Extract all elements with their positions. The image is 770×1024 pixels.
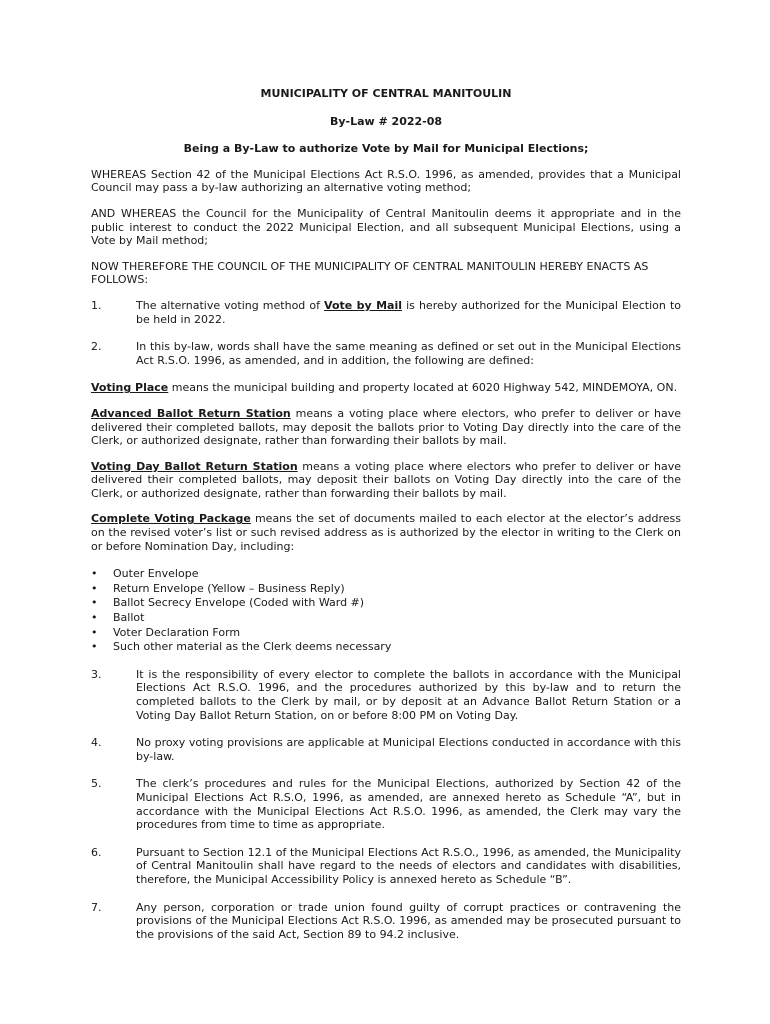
list-item: • Ballot: [91, 611, 145, 625]
definition-voting-place: [91, 381, 681, 395]
definition-text: means a voting place where electors who prefer to deliver or have delivered their completed ballots, may deposit their ballots on Voting Day directly into the care of the Clerk, or authorized designate, rather than forwarding their ballots by mail.: [91, 459, 681, 500]
list-item: • Ballot Secrecy Envelope (Coded with Ward #): [91, 596, 365, 610]
list-item: • Outer Envelope: [91, 567, 199, 581]
clause-6: [91, 846, 681, 887]
clause-number: 7.: [91, 900, 102, 914]
clause-body: Any person, corporation or trade union found guilty of corrupt practices or contravening the provisions of the Municipal Elections Act R.S.O. 1996, as amended may be prosecuted pursuant to the provisions of the said Act, Section 89 to 94.2 inclusive.: [136, 900, 681, 941]
bullet-icon: •: [91, 640, 98, 654]
clause-1: [91, 299, 681, 326]
definition-text: means a voting place where electors, who prefer to deliver or have delivered their completed ballots, may deposit the ballots prior to Voting Day directly into the care of the Clerk, or authorized designate, rather than forwarding their ballots by mail.: [91, 406, 681, 448]
clause-text: is hereby authorized for the Municipal Election to be held in 2022.: [136, 298, 681, 326]
clause-text: The alternative voting method of: [136, 298, 325, 312]
bullet-icon: •: [91, 611, 98, 625]
clause-body: The clerk’s procedures and rules for the Municipal Elections, authorized by Section 42 of the Municipal Elections Act R.S.O, 1996, as amended, are annexed hereto as Schedule “A”, but in accordance with the Municipal Elections Act R.S.O. 1996, as amended, the Clerk may vary the procedures from time to time as appropriate.: [136, 777, 681, 832]
definition-complete-voting-package: [91, 512, 681, 553]
bylaw-number: By-Law # 2022-08: [329, 114, 443, 128]
defined-term: Vote by Mail: [324, 298, 403, 312]
bullet-icon: •: [91, 625, 98, 639]
clause-body: [136, 299, 681, 326]
bullet-icon: •: [91, 581, 98, 595]
clause-number: 6.: [91, 845, 102, 859]
preamble-enacts: NOW THEREFORE THE COUNCIL OF THE MUNICIPALITY OF CENTRAL MANITOULIN HEREBY ENACTS AS FOLLOWS:: [91, 259, 649, 287]
clause-3: [91, 668, 681, 722]
bullet-icon: •: [91, 567, 98, 581]
voting-package-list: [91, 567, 681, 655]
clause-7: [91, 901, 681, 942]
defined-term: Voting Place: [91, 381, 169, 395]
defined-term: Complete Voting Package: [91, 512, 251, 526]
defined-term: Voting Day Ballot Return Station: [91, 459, 298, 473]
bullet-icon: •: [91, 596, 98, 610]
clause-5: [91, 777, 681, 831]
defined-term: Advanced Ballot Return Station: [91, 406, 291, 420]
list-item: • Return Envelope (Yellow – Business Reply): [91, 581, 345, 595]
clause-number: 1.: [91, 298, 102, 312]
clause-body: No proxy voting provisions are applicable at Municipal Elections conducted in accordance with this by-law.: [136, 736, 681, 763]
clause-2: [91, 340, 681, 367]
definition-voting-day-ballot-return-station: [91, 460, 681, 501]
clause-number: 2.: [91, 340, 102, 354]
definition-text: means the set of documents mailed to each elector at the elector’s address on the revised voter’s list or such revised address as is authorized by the elector in writing to the Clerk on or before Nomination Day, including:: [91, 512, 681, 553]
clause-number: 4.: [91, 736, 102, 750]
clause-body: In this by-law, words shall have the same meaning as defined or set out in the Municipal Elections Act R.S.O. 1996, as amended, and in addition, the following are defined:: [136, 340, 681, 367]
clause-4: [91, 736, 681, 763]
preamble-and-whereas: AND WHEREAS the Council for the Municipality of Central Manitoulin deems it appropriate and in the public interest to conduct the 2022 Municipal Election, and all subsequent Municipal Elections, using a Vote by Mail method;: [91, 206, 681, 248]
preamble-whereas: WHEREAS Section 42 of the Municipal Elections Act R.S.O. 1996, as amended, provides that a Municipal Council may pass a by-law authorizing an alternative voting method;: [91, 167, 681, 195]
clause-body: Pursuant to Section 12.1 of the Municipal Elections Act R.S.O., 1996, as amended, the Municipality of Central Manitoulin shall have regard to the needs of electors and candidates with disabilities, therefore, the Municipal Accessibility Policy is annexed hereto as Schedule “B”.: [136, 845, 681, 886]
bylaw-subtitle: Being a By-Law to authorize Vote by Mail for Municipal Elections;: [183, 142, 589, 156]
clause-body: It is the responsibility of every elector to complete the ballots in accordance with the Municipal Elections Act R.S.O. 1996, and the procedures authorized by this by-law and to return the completed ballots to the Clerk by mail, or by deposit at an Advance Ballot Return Station or a Voting Day Ballot Return Station, on or before 8:00 PM on Voting Day.: [136, 667, 681, 722]
definition-advanced-ballot-return-station: [91, 407, 681, 448]
clause-number: 5.: [91, 777, 102, 791]
clause-number: 3.: [91, 667, 102, 681]
list-item: • Such other material as the Clerk deems necessary: [91, 640, 392, 654]
bylaw-document: [91, 87, 681, 955]
definition-text: means the municipal building and property located at 6020 Highway 542, MINDEMOYA, ON.: [168, 381, 678, 395]
list-item: • Voter Declaration Form: [91, 625, 241, 639]
municipality-title: MUNICIPALITY OF CENTRAL MANITOULIN: [260, 87, 512, 100]
